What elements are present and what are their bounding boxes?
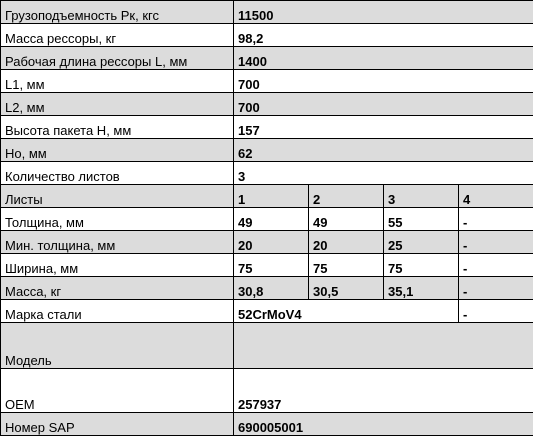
mass-leaf-1: 30,8 [234, 277, 309, 300]
value-sap-number: 690005001 [234, 413, 533, 436]
value-pack-height: 157 [234, 116, 533, 139]
value-load-capacity: 11500 [234, 1, 533, 24]
label-thickness: Толщина, мм [1, 208, 234, 231]
table-row [1, 139, 533, 162]
mass-leaf-3: 35,1 [384, 277, 459, 300]
table-row [1, 323, 533, 369]
label-leaf-count: Количество листов [1, 162, 234, 185]
table-row [1, 47, 533, 70]
table-row [1, 277, 533, 300]
label-l2: L2, мм [1, 93, 234, 116]
label-min-thickness: Мин. толщина, мм [1, 231, 234, 254]
value-steel-extra: - [459, 300, 533, 323]
table-row [1, 369, 533, 413]
value-spring-mass: 98,2 [234, 24, 533, 47]
width-leaf-3: 75 [384, 254, 459, 277]
label-model: Модель [1, 323, 234, 369]
table-row [1, 1, 533, 24]
value-oem: 257937 [234, 369, 533, 413]
width-leaf-1: 75 [234, 254, 309, 277]
value-working-length: 1400 [234, 47, 533, 70]
leaf-header-4: 4 [459, 185, 533, 208]
table-row [1, 254, 533, 277]
table-row [1, 116, 533, 139]
mass-leaf-2: 30,5 [309, 277, 384, 300]
width-leaf-2: 75 [309, 254, 384, 277]
thickness-leaf-1: 49 [234, 208, 309, 231]
table-row [1, 208, 533, 231]
label-pack-height: Высота пакета H, мм [1, 116, 234, 139]
table-row [1, 24, 533, 47]
min-thickness-leaf-4: - [459, 231, 533, 254]
min-thickness-leaf-3: 25 [384, 231, 459, 254]
width-leaf-4: - [459, 254, 533, 277]
min-thickness-leaf-2: 20 [309, 231, 384, 254]
value-ho: 62 [234, 139, 533, 162]
table-row [1, 185, 533, 208]
value-l2: 700 [234, 93, 533, 116]
thickness-leaf-2: 49 [309, 208, 384, 231]
label-working-length: Рабочая длина рессоры L, мм [1, 47, 234, 70]
table-row [1, 93, 533, 116]
table-row [1, 231, 533, 254]
thickness-leaf-4: - [459, 208, 533, 231]
thickness-leaf-3: 55 [384, 208, 459, 231]
label-load-capacity: Грузоподъемность Рк, кгс [1, 1, 234, 24]
label-spring-mass: Масса рессоры, кг [1, 24, 234, 47]
label-steel-grade: Марка стали [1, 300, 234, 323]
label-ho: Но, мм [1, 139, 234, 162]
table-row [1, 70, 533, 93]
label-leaves: Листы [1, 185, 234, 208]
leaf-header-3: 3 [384, 185, 459, 208]
value-leaf-count: 3 [234, 162, 533, 185]
value-model [234, 323, 533, 369]
leaf-header-1: 1 [234, 185, 309, 208]
min-thickness-leaf-1: 20 [234, 231, 309, 254]
leaf-header-2: 2 [309, 185, 384, 208]
label-l1: L1, мм [1, 70, 234, 93]
value-l1: 700 [234, 70, 533, 93]
label-sap-number: Номер SAP [1, 413, 234, 436]
label-oem: OEM [1, 369, 234, 413]
label-leaf-mass: Масса, кг [1, 277, 234, 300]
label-width: Ширина, мм [1, 254, 234, 277]
value-steel-grade: 52CrMoV4 [234, 300, 459, 323]
table-row [1, 413, 533, 436]
table-row [1, 300, 533, 323]
table-row [1, 162, 533, 185]
mass-leaf-4: - [459, 277, 533, 300]
